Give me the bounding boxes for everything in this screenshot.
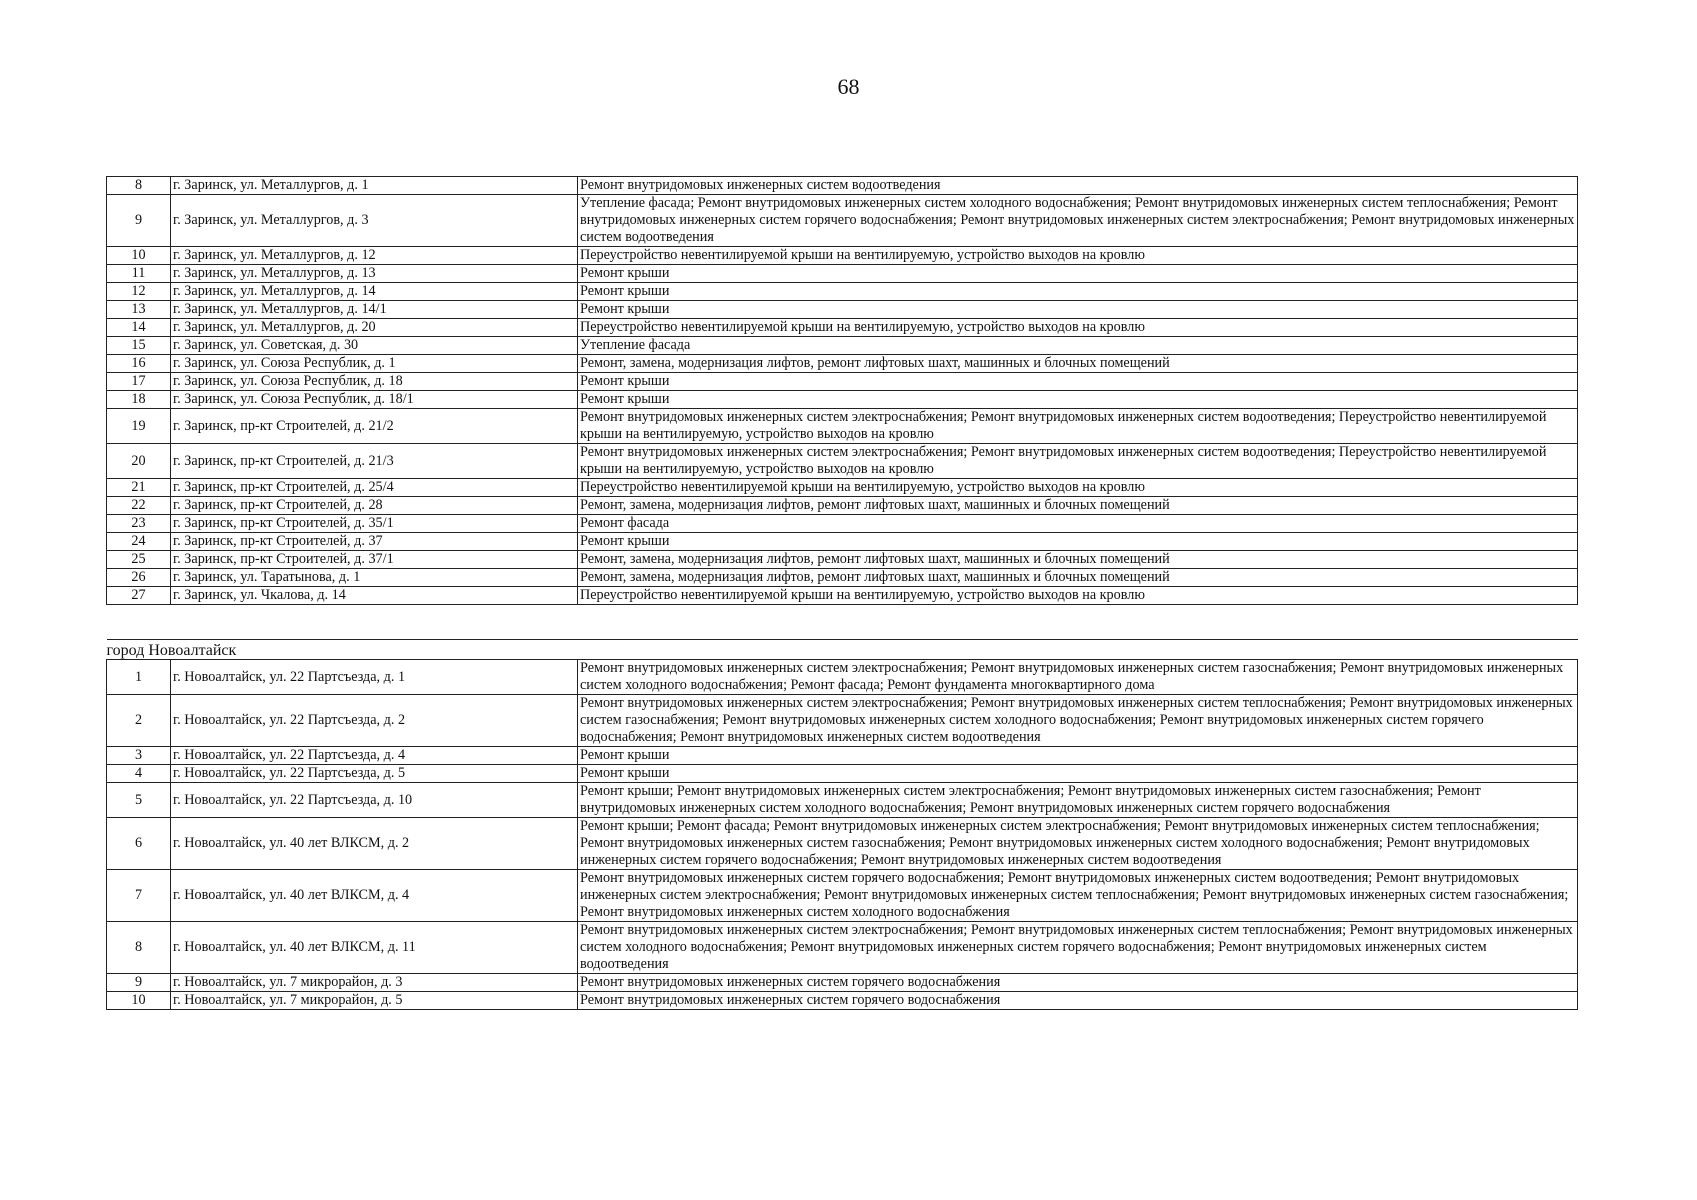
row-number-cell: 12 [107,283,171,301]
row-number-cell: 9 [107,195,171,247]
works-cell: Ремонт внутридомовых инженерных систем электроснабжения; Ремонт внутридомовых инженерных систем водоотведения; Переустройство невентилируемой крыши на вентилируемую, устройство выходов на кровлю [578,409,1578,444]
row-number-cell: 25 [107,551,171,569]
row-number-cell: 7 [107,870,171,922]
works-cell: Ремонт фасада [578,515,1578,533]
works-cell: Ремонт, замена, модернизация лифтов, ремонт лифтовых шахт, машинных и блочных помещений [578,355,1578,373]
address-cell: г. Новоалтайск, ул. 7 микрорайон, д. 3 [171,974,578,992]
works-cell: Ремонт крыши [578,391,1578,409]
address-cell: г. Новоалтайск, ул. 22 Партсъезда, д. 10 [171,783,578,818]
works-cell: Ремонт, замена, модернизация лифтов, ремонт лифтовых шахт, машинных и блочных помещений [578,569,1578,587]
novoaltaysk-rows [107,660,1578,1010]
row-number-cell: 6 [107,818,171,870]
works-cell: Ремонт внутридомовых инженерных систем электроснабжения; Ремонт внутридомовых инженерных систем водоотведения; Переустройство невентилируемой крыши на вентилируемую, устройство выходов на кровлю [578,444,1578,479]
table-row [107,195,1578,247]
row-number-cell: 15 [107,337,171,355]
works-cell: Ремонт крыши; Ремонт фасада; Ремонт внутридомовых инженерных систем электроснабжения; Ремонт внутридомовых инженерных систем теплоснабжения; Ремонт внутридомовых инженерных систем газоснабжения; Ремонт внутридомовых инженерных систем холодного водоснабжения; Ремонт внутридомовых инженерных систем горячего водоснабжения; Ремонт внутридомовых инженерных систем водоотведения [578,818,1578,870]
address-cell: г. Заринск, ул. Металлургов, д. 14/1 [171,301,578,319]
address-cell: г. Заринск, ул. Таратынова, д. 1 [171,569,578,587]
row-number-cell: 26 [107,569,171,587]
works-cell: Переустройство невентилируемой крыши на вентилируемую, устройство выходов на кровлю [578,587,1578,605]
table-row [107,283,1578,301]
works-cell: Ремонт крыши [578,747,1578,765]
table-row [107,870,1578,922]
address-cell: г. Заринск, пр-кт Строителей, д. 35/1 [171,515,578,533]
zarinsk-rows [107,177,1578,605]
row-number-cell: 17 [107,373,171,391]
address-cell: г. Заринск, пр-кт Строителей, д. 37 [171,533,578,551]
works-cell: Переустройство невентилируемой крыши на вентилируемую, устройство выходов на кровлю [578,479,1578,497]
table-row [107,765,1578,783]
works-cell: Ремонт, замена, модернизация лифтов, ремонт лифтовых шахт, машинных и блочных помещений [578,551,1578,569]
row-number-cell: 22 [107,497,171,515]
works-cell: Ремонт крыши [578,765,1578,783]
row-number-cell: 3 [107,747,171,765]
row-number-cell: 27 [107,587,171,605]
address-cell: г. Заринск, ул. Советская, д. 30 [171,337,578,355]
table-row [107,247,1578,265]
section-row [107,640,1578,660]
address-cell: г. Заринск, пр-кт Строителей, д. 21/2 [171,409,578,444]
row-number-cell: 11 [107,265,171,283]
address-cell: г. Новоалтайск, ул. 40 лет ВЛКСМ, д. 2 [171,818,578,870]
works-cell: Переустройство невентилируемой крыши на вентилируемую, устройство выходов на кровлю [578,247,1578,265]
works-cell: Ремонт крыши [578,265,1578,283]
address-cell: г. Заринск, пр-кт Строителей, д. 25/4 [171,479,578,497]
address-cell: г. Новоалтайск, ул. 40 лет ВЛКСМ, д. 4 [171,870,578,922]
table-row [107,355,1578,373]
row-number-cell: 2 [107,695,171,747]
address-cell: г. Заринск, пр-кт Строителей, д. 37/1 [171,551,578,569]
works-cell: Ремонт крыши [578,301,1578,319]
table-row [107,319,1578,337]
section-separator [107,605,1578,660]
table-row [107,301,1578,319]
address-cell: г. Новоалтайск, ул. 22 Партсъезда, д. 1 [171,660,578,695]
works-cell: Ремонт крыши [578,533,1578,551]
table-row [107,747,1578,765]
table-row [107,974,1578,992]
table-row [107,569,1578,587]
address-cell: г. Заринск, ул. Металлургов, д. 12 [171,247,578,265]
row-number-cell: 24 [107,533,171,551]
row-number-cell: 8 [107,177,171,195]
row-number-cell: 18 [107,391,171,409]
works-cell: Ремонт крыши; Ремонт внутридомовых инженерных систем электроснабжения; Ремонт внутридомовых инженерных систем газоснабжения; Ремонт внутридомовых инженерных систем холодного водоснабжения; Ремонт внутридомовых инженерных систем горячего водоснабжения [578,783,1578,818]
works-cell: Ремонт внутридомовых инженерных систем электроснабжения; Ремонт внутридомовых инженерных систем теплоснабжения; Ремонт внутридомовых инженерных систем холодного водоснабжения; Ремонт внутридомовых инженерных систем горячего водоснабжения; Ремонт внутридомовых инженерных систем водоотведения [578,922,1578,974]
address-cell: г. Заринск, ул. Союза Республик, д. 18/1 [171,391,578,409]
page-number: 68 [837,74,860,99]
table-row [107,587,1578,605]
table-row [107,337,1578,355]
works-cell: Ремонт внутридомовых инженерных систем электроснабжения; Ремонт внутридомовых инженерных систем теплоснабжения; Ремонт внутридомовых инженерных систем газоснабжения; Ремонт внутридомовых инженерных систем холодного водоснабжения; Ремонт внутридомовых инженерных систем горячего водоснабжения; Ремонт внутридомовых инженерных систем водоотведения [578,695,1578,747]
table-row [107,533,1578,551]
row-number-cell: 5 [107,783,171,818]
works-cell: Переустройство невентилируемой крыши на вентилируемую, устройство выходов на кровлю [578,319,1578,337]
address-cell: г. Новоалтайск, ул. 7 микрорайон, д. 5 [171,992,578,1010]
table-row [107,444,1578,479]
table-row [107,497,1578,515]
repair-works-table [106,176,1578,1010]
table-row [107,391,1578,409]
row-number-cell: 10 [107,247,171,265]
address-cell: г. Заринск, ул. Союза Республик, д. 1 [171,355,578,373]
table-row [107,783,1578,818]
row-number-cell: 13 [107,301,171,319]
works-cell: Ремонт внутридомовых инженерных систем горячего водоснабжения [578,974,1578,992]
address-cell: г. Новоалтайск, ул. 22 Партсъезда, д. 2 [171,695,578,747]
table-row [107,515,1578,533]
address-cell: г. Заринск, ул. Чкалова, д. 14 [171,587,578,605]
address-cell: г. Заринск, пр-кт Строителей, д. 28 [171,497,578,515]
table-row [107,265,1578,283]
row-number-cell: 21 [107,479,171,497]
table-row [107,818,1578,870]
table-row [107,479,1578,497]
row-number-cell: 19 [107,409,171,444]
works-cell: Утепление фасада [578,337,1578,355]
address-cell: г. Заринск, ул. Металлургов, д. 3 [171,195,578,247]
address-cell: г. Заринск, ул. Металлургов, д. 1 [171,177,578,195]
table-row [107,992,1578,1010]
table-row [107,373,1578,391]
row-number-cell: 9 [107,974,171,992]
table-row [107,922,1578,974]
table-row [107,409,1578,444]
works-cell: Утепление фасада; Ремонт внутридомовых инженерных систем холодного водоснабжения; Ремонт внутридомовых инженерных систем теплоснабжения; Ремонт внутридомовых инженерных систем горячего водоснабжения; Ремонт внутридомовых инженерных систем электроснабжения; Ремонт внутридомовых инженерных систем водоотведения [578,195,1578,247]
row-number-cell: 20 [107,444,171,479]
table-row [107,660,1578,695]
address-cell: г. Новоалтайск, ул. 22 Партсъезда, д. 4 [171,747,578,765]
works-cell: Ремонт внутридомовых инженерных систем электроснабжения; Ремонт внутридомовых инженерных систем газоснабжения; Ремонт внутридомовых инженерных систем холодного водоснабжения; Ремонт фасада; Ремонт фундамента многоквартирного дома [578,660,1578,695]
table-row [107,177,1578,195]
row-number-cell: 14 [107,319,171,337]
works-cell: Ремонт, замена, модернизация лифтов, ремонт лифтовых шахт, машинных и блочных помещений [578,497,1578,515]
address-cell: г. Заринск, пр-кт Строителей, д. 21/3 [171,444,578,479]
address-cell: г. Новоалтайск, ул. 22 Партсъезда, д. 5 [171,765,578,783]
row-number-cell: 4 [107,765,171,783]
row-number-cell: 8 [107,922,171,974]
works-cell: Ремонт внутридомовых инженерных систем горячего водоснабжения [578,992,1578,1010]
row-number-cell: 1 [107,660,171,695]
works-cell: Ремонт крыши [578,373,1578,391]
works-cell: Ремонт крыши [578,283,1578,301]
section-title: город Новоалтайск [107,640,1578,660]
address-cell: г. Заринск, ул. Металлургов, д. 13 [171,265,578,283]
address-cell: г. Заринск, ул. Металлургов, д. 20 [171,319,578,337]
row-number-cell: 10 [107,992,171,1010]
spacer-row [107,605,1578,640]
row-number-cell: 16 [107,355,171,373]
table-row [107,695,1578,747]
works-cell: Ремонт внутридомовых инженерных систем горячего водоснабжения; Ремонт внутридомовых инженерных систем водоотведения; Ремонт внутридомовых инженерных систем электроснабжения; Ремонт внутридомовых инженерных систем теплоснабжения; Ремонт внутридомовых инженерных систем газоснабжения; Ремонт внутридомовых инженерных систем холодного водоснабжения [578,870,1578,922]
address-cell: г. Заринск, ул. Союза Республик, д. 18 [171,373,578,391]
works-cell: Ремонт внутридомовых инженерных систем водоотведения [578,177,1578,195]
address-cell: г. Новоалтайск, ул. 40 лет ВЛКСМ, д. 11 [171,922,578,974]
row-number-cell: 23 [107,515,171,533]
table-row [107,551,1578,569]
address-cell: г. Заринск, ул. Металлургов, д. 14 [171,283,578,301]
